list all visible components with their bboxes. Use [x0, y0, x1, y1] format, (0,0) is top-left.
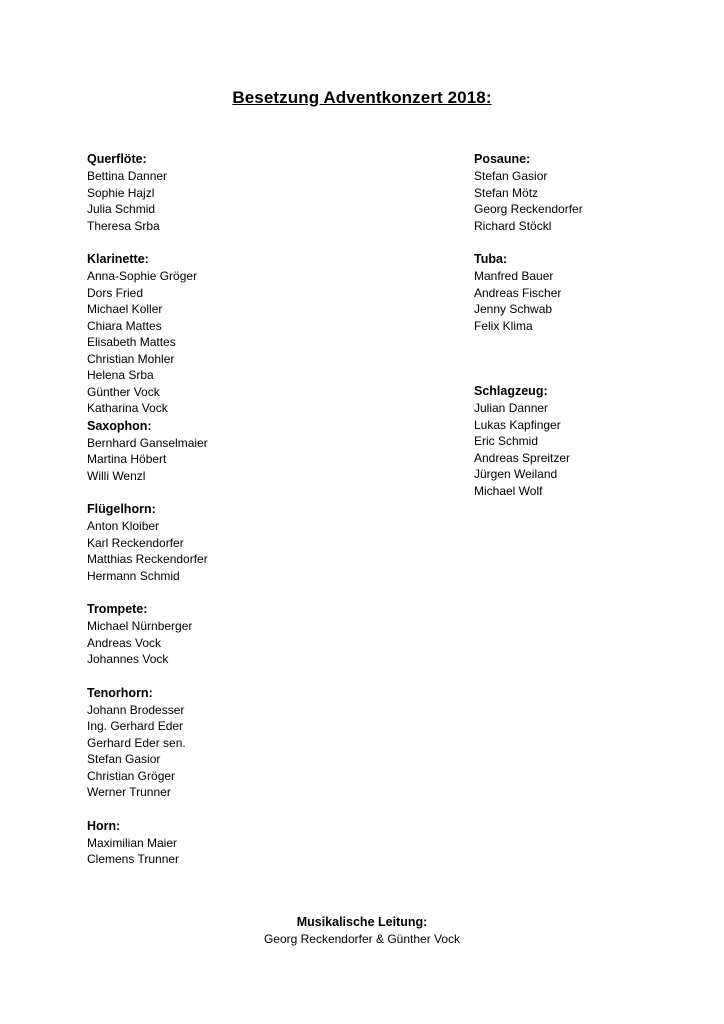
member-name: Bettina Danner — [87, 169, 168, 183]
member-name: Stefan Mötz — [474, 185, 539, 200]
member-name: Anna-Sophie Gröger — [87, 269, 198, 283]
member-name: Clemens Trunner — [87, 852, 180, 867]
footer-names: Georg Reckendorfer & Günther Vock — [263, 932, 461, 946]
section-gap — [87, 801, 208, 817]
member-name: Bernhard Ganselmaier — [87, 435, 208, 450]
member-name: Manfred Bauer — [474, 269, 554, 283]
member-name: Elisabeth Mattes — [87, 335, 176, 349]
member-name: Helena Srba — [87, 368, 154, 382]
member-name: Johann Brodesser — [87, 702, 185, 717]
section-heading: Schlagzeug: — [474, 384, 548, 398]
footer — [0, 914, 724, 948]
section-heading: Tuba: — [474, 252, 508, 266]
member-name: Eric Schmid — [474, 434, 539, 448]
member-name: Karl Reckendorfer — [87, 535, 184, 550]
section-heading: Posaune: — [474, 152, 531, 166]
section-heading: Trompete: — [87, 602, 148, 617]
section-gap — [87, 484, 208, 500]
section-gap — [87, 668, 208, 684]
section-heading: Horn: — [87, 818, 121, 833]
member-name: Michael Koller — [87, 302, 163, 316]
member-name: Andreas Fischer — [474, 285, 562, 300]
section-gap — [87, 234, 208, 250]
member-name: Stefan Gasior — [474, 169, 548, 183]
left-column — [87, 150, 208, 868]
member-name: Richard Stöckl — [474, 218, 552, 233]
member-name: Theresa Srba — [87, 218, 160, 233]
section-gap — [474, 234, 583, 250]
member-name: Anton Kloiber — [87, 519, 160, 534]
document-title: Besetzung Adventkonzert 2018: — [232, 88, 492, 107]
member-name: Jürgen Weiland — [474, 467, 558, 481]
member-name: Julia Schmid — [87, 202, 156, 216]
member-name: Andreas Vock — [87, 635, 162, 650]
member-name: Jenny Schwab — [474, 302, 553, 316]
section-gap — [87, 584, 208, 600]
member-name: Michael Wolf — [474, 483, 543, 498]
footer-heading: Musikalische Leitung: — [296, 915, 428, 929]
member-name: Stefan Gasior — [87, 752, 161, 767]
member-name: Hermann Schmid — [87, 568, 180, 583]
member-name: Werner Trunner — [87, 785, 171, 800]
section-heading: Flügelhorn: — [87, 502, 156, 517]
member-name: Felix Klima — [474, 318, 533, 333]
member-name: Chiara Mattes — [87, 318, 162, 333]
section-heading: Tenorhorn: — [87, 685, 153, 700]
member-name: Ing. Gerhard Eder — [87, 719, 184, 734]
member-name: Günther Vock — [87, 384, 160, 399]
member-name: Johannes Vock — [87, 652, 169, 667]
section-heading: Saxophon: — [87, 418, 152, 433]
member-name: Julian Danner — [474, 401, 549, 415]
member-name: Katharina Vock — [87, 401, 168, 415]
member-name: Christian Gröger — [87, 768, 176, 783]
member-name: Sophie Hajzl — [87, 185, 155, 200]
member-name: Georg Reckendorfer — [474, 202, 583, 216]
member-name: Maximilian Maier — [87, 835, 178, 850]
member-name: Dors Fried — [87, 285, 144, 300]
member-name: Matthias Reckendorfer — [87, 552, 208, 567]
right-column — [474, 150, 583, 499]
member-name: Andreas Spreitzer — [474, 450, 571, 465]
section-heading: Klarinette: — [87, 252, 149, 266]
section-gap — [474, 334, 583, 382]
member-name: Martina Höbert — [87, 452, 167, 467]
member-name: Gerhard Eder sen. — [87, 735, 186, 750]
member-name: Willi Wenzl — [87, 468, 146, 483]
member-name: Michael Nürnberger — [87, 619, 193, 634]
member-name: Christian Mohler — [87, 351, 175, 366]
member-name: Lukas Kapfinger — [474, 417, 561, 432]
section-heading: Querflöte: — [87, 152, 147, 166]
